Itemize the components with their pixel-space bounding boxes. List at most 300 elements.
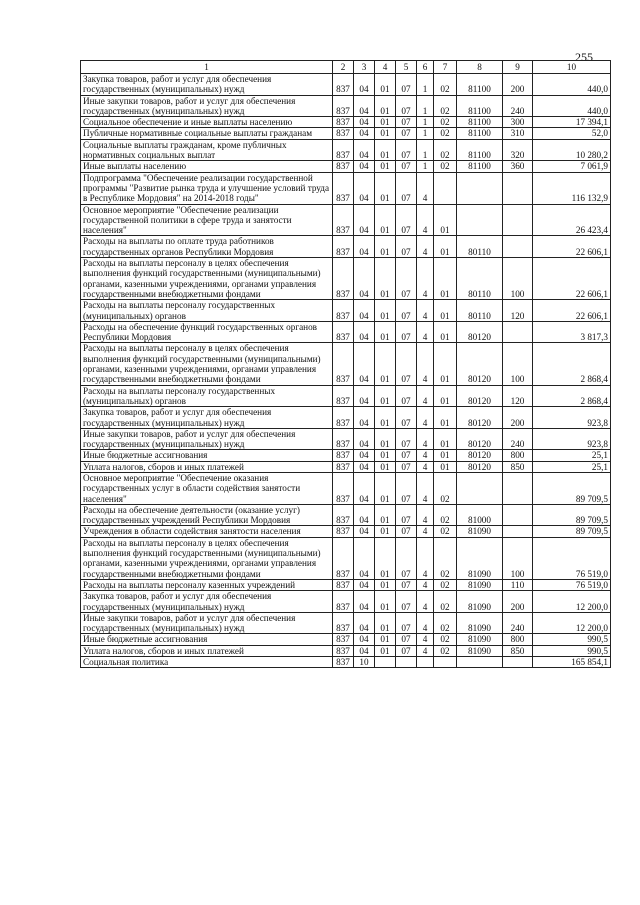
row-direction-code: 81100: [457, 95, 503, 117]
row-name: Подпрограмма "Обеспечение реализации государственной программы "Развитие рынка труда и улучшение условий труда в Республике Мордовия" на 2014-2018 годы": [81, 172, 333, 204]
row-direction-code: 81090: [457, 579, 503, 590]
table-row: [81, 579, 611, 590]
row-ministry-code: 837: [333, 634, 354, 645]
row-section: 10: [354, 657, 375, 668]
row-amount: 22 606,1: [533, 236, 611, 258]
row-subprogram: 4: [417, 428, 434, 450]
table-row: [81, 95, 611, 117]
row-direction-code: [457, 172, 503, 204]
row-amount: 89 709,5: [533, 504, 611, 526]
row-name: Уплата налогов, сборов и иных платежей: [81, 645, 333, 656]
row-amount: 25,1: [533, 461, 611, 472]
row-program: 07: [396, 385, 417, 407]
row-section: 04: [354, 128, 375, 139]
table-row: [81, 258, 611, 300]
row-program: 07: [396, 407, 417, 429]
row-subsection: 01: [375, 461, 396, 472]
row-ministry-code: 837: [333, 139, 354, 161]
table-row: [81, 300, 611, 322]
row-expense-type: 800: [503, 450, 533, 461]
row-ministry-code: 837: [333, 504, 354, 526]
row-expense-type: [503, 657, 533, 668]
row-main-event: 02: [434, 579, 457, 590]
row-program: 07: [396, 95, 417, 117]
row-subsection: 01: [375, 634, 396, 645]
row-amount: 165 854,1: [533, 657, 611, 668]
row-direction-code: [457, 204, 503, 236]
table-row: [81, 385, 611, 407]
row-main-event: 01: [434, 321, 457, 343]
row-subsection: 01: [375, 591, 396, 613]
row-program: 07: [396, 117, 417, 128]
row-program: 07: [396, 258, 417, 300]
row-amount: 10 280,2: [533, 139, 611, 161]
row-expense-type: 100: [503, 258, 533, 300]
row-main-event: 01: [434, 385, 457, 407]
row-name: Расходы на обеспечение деятельности (оказание услуг) государственных учреждений Республики Мордовия: [81, 504, 333, 526]
table-row: [81, 450, 611, 461]
row-amount: 3 817,3: [533, 321, 611, 343]
row-main-event: 01: [434, 461, 457, 472]
row-expense-type: 360: [503, 161, 533, 172]
table-row: [81, 461, 611, 472]
row-ministry-code: 837: [333, 526, 354, 537]
row-subprogram: 1: [417, 95, 434, 117]
row-subprogram: 4: [417, 579, 434, 590]
row-ministry-code: 837: [333, 128, 354, 139]
row-direction-code: 81100: [457, 74, 503, 96]
row-main-event: 02: [434, 634, 457, 645]
row-program: 07: [396, 139, 417, 161]
row-direction-code: 80120: [457, 407, 503, 429]
row-subprogram: [417, 657, 434, 668]
row-expense-type: 200: [503, 74, 533, 96]
row-ministry-code: 837: [333, 472, 354, 504]
row-program: 07: [396, 204, 417, 236]
row-ministry-code: 837: [333, 645, 354, 656]
row-expense-type: 240: [503, 95, 533, 117]
row-direction-code: 81090: [457, 591, 503, 613]
table-row: [81, 537, 611, 579]
row-amount: 116 132,9: [533, 172, 611, 204]
row-program: [396, 657, 417, 668]
row-subsection: [375, 657, 396, 668]
table-row: [81, 591, 611, 613]
row-subprogram: 1: [417, 161, 434, 172]
row-ministry-code: 837: [333, 300, 354, 322]
row-ministry-code: 837: [333, 428, 354, 450]
row-expense-type: [503, 172, 533, 204]
row-section: 04: [354, 204, 375, 236]
row-program: 07: [396, 172, 417, 204]
row-program: 07: [396, 74, 417, 96]
row-name: Иные бюджетные ассигнования: [81, 450, 333, 461]
row-name: Расходы на выплаты персоналу государственных (муниципальных) органов: [81, 385, 333, 407]
row-main-event: 01: [434, 236, 457, 258]
row-main-event: 02: [434, 645, 457, 656]
row-main-event: 01: [434, 204, 457, 236]
row-direction-code: 80120: [457, 321, 503, 343]
row-amount: 2 868,4: [533, 343, 611, 385]
row-subsection: 01: [375, 258, 396, 300]
row-subprogram: 1: [417, 139, 434, 161]
row-program: 07: [396, 504, 417, 526]
row-expense-type: 310: [503, 128, 533, 139]
row-expense-type: [503, 504, 533, 526]
row-name: Закупка товаров, работ и услуг для обеспечения государственных (муниципальных) нужд: [81, 591, 333, 613]
row-expense-type: 120: [503, 300, 533, 322]
column-header-7: 7: [434, 61, 457, 74]
row-program: 07: [396, 591, 417, 613]
row-main-event: 01: [434, 258, 457, 300]
row-program: 07: [396, 461, 417, 472]
row-name: Уплата налогов, сборов и иных платежей: [81, 461, 333, 472]
row-subsection: 01: [375, 612, 396, 634]
row-subsection: 01: [375, 385, 396, 407]
row-program: 07: [396, 343, 417, 385]
row-subprogram: 1: [417, 117, 434, 128]
row-subprogram: 4: [417, 472, 434, 504]
row-section: 04: [354, 645, 375, 656]
table-row: [81, 128, 611, 139]
row-section: 04: [354, 117, 375, 128]
row-main-event: 02: [434, 591, 457, 613]
row-section: 04: [354, 343, 375, 385]
row-ministry-code: 837: [333, 74, 354, 96]
row-subsection: 01: [375, 95, 396, 117]
row-direction-code: 80120: [457, 428, 503, 450]
row-amount: 76 519,0: [533, 579, 611, 590]
row-amount: 17 394,1: [533, 117, 611, 128]
table-row: [81, 139, 611, 161]
row-section: 04: [354, 472, 375, 504]
row-program: 07: [396, 300, 417, 322]
row-direction-code: 81100: [457, 161, 503, 172]
row-section: 04: [354, 139, 375, 161]
row-subsection: 01: [375, 472, 396, 504]
row-name: Иные закупки товаров, работ и услуг для обеспечения государственных (муниципальных) нужд: [81, 612, 333, 634]
row-main-event: 02: [434, 472, 457, 504]
row-name: Социальные выплаты гражданам, кроме публичных нормативных социальных выплат: [81, 139, 333, 161]
row-direction-code: 81090: [457, 526, 503, 537]
table-row: [81, 645, 611, 656]
row-subprogram: 4: [417, 645, 434, 656]
row-name: Закупка товаров, работ и услуг для обеспечения государственных (муниципальных) нужд: [81, 407, 333, 429]
row-ministry-code: 837: [333, 172, 354, 204]
row-direction-code: 81090: [457, 634, 503, 645]
row-expense-type: 320: [503, 139, 533, 161]
row-main-event: 02: [434, 526, 457, 537]
row-program: 07: [396, 526, 417, 537]
row-subprogram: 4: [417, 461, 434, 472]
row-ministry-code: 837: [333, 258, 354, 300]
column-header-4: 4: [375, 61, 396, 74]
row-section: 04: [354, 634, 375, 645]
row-section: 04: [354, 579, 375, 590]
row-amount: 12 200,0: [533, 591, 611, 613]
row-amount: 990,5: [533, 634, 611, 645]
row-direction-code: 80110: [457, 300, 503, 322]
row-main-event: [434, 172, 457, 204]
column-header-8: 8: [457, 61, 503, 74]
row-ministry-code: 837: [333, 579, 354, 590]
row-main-event: 02: [434, 161, 457, 172]
row-direction-code: 81100: [457, 117, 503, 128]
row-main-event: 02: [434, 117, 457, 128]
row-subsection: 01: [375, 428, 396, 450]
row-subprogram: 4: [417, 634, 434, 645]
row-direction-code: 80120: [457, 385, 503, 407]
row-name: Основное мероприятие "Обеспечение реализации государственной политики в сфере труда и занятости населения": [81, 204, 333, 236]
row-name: Иные закупки товаров, работ и услуг для обеспечения государственных (муниципальных) нужд: [81, 428, 333, 450]
row-expense-type: 100: [503, 537, 533, 579]
row-subsection: 01: [375, 321, 396, 343]
row-subsection: 01: [375, 161, 396, 172]
row-section: 04: [354, 321, 375, 343]
table-row: [81, 472, 611, 504]
row-direction-code: 80110: [457, 258, 503, 300]
row-subsection: 01: [375, 139, 396, 161]
table-row: [81, 161, 611, 172]
row-ministry-code: 837: [333, 591, 354, 613]
row-ministry-code: 837: [333, 95, 354, 117]
row-subprogram: 4: [417, 407, 434, 429]
table-row: [81, 612, 611, 634]
row-direction-code: 81000: [457, 504, 503, 526]
row-name: Публичные нормативные социальные выплаты гражданам: [81, 128, 333, 139]
row-expense-type: [503, 321, 533, 343]
table-row: [81, 236, 611, 258]
row-direction-code: [457, 657, 503, 668]
row-expense-type: 300: [503, 117, 533, 128]
row-main-event: 01: [434, 300, 457, 322]
row-program: 07: [396, 450, 417, 461]
row-ministry-code: 837: [333, 385, 354, 407]
row-amount: 990,5: [533, 645, 611, 656]
table-row: [81, 74, 611, 96]
row-subsection: 01: [375, 537, 396, 579]
row-section: 04: [354, 428, 375, 450]
row-direction-code: [457, 472, 503, 504]
row-amount: 923,8: [533, 428, 611, 450]
row-amount: 89 709,5: [533, 472, 611, 504]
row-subsection: 01: [375, 450, 396, 461]
row-program: 07: [396, 645, 417, 656]
column-header-2: 2: [333, 61, 354, 74]
row-subsection: 01: [375, 300, 396, 322]
table-row: [81, 321, 611, 343]
row-main-event: 02: [434, 128, 457, 139]
row-section: 04: [354, 461, 375, 472]
row-main-event: 01: [434, 343, 457, 385]
row-amount: 2 868,4: [533, 385, 611, 407]
row-section: 04: [354, 300, 375, 322]
row-subsection: 01: [375, 128, 396, 139]
row-expense-type: [503, 204, 533, 236]
row-expense-type: [503, 236, 533, 258]
row-section: 04: [354, 504, 375, 526]
row-expense-type: [503, 526, 533, 537]
row-subprogram: 4: [417, 236, 434, 258]
row-expense-type: 100: [503, 343, 533, 385]
row-main-event: 02: [434, 504, 457, 526]
table-row: [81, 407, 611, 429]
row-amount: 22 606,1: [533, 258, 611, 300]
row-section: 04: [354, 95, 375, 117]
row-name: Основное мероприятие "Обеспечение оказания государственных услуг в области содействия занятости населения": [81, 472, 333, 504]
row-subsection: 01: [375, 343, 396, 385]
row-expense-type: 240: [503, 428, 533, 450]
row-direction-code: 80110: [457, 236, 503, 258]
row-subprogram: 4: [417, 591, 434, 613]
row-amount: 52,0: [533, 128, 611, 139]
row-subprogram: 4: [417, 612, 434, 634]
row-amount: 76 519,0: [533, 537, 611, 579]
row-section: 04: [354, 385, 375, 407]
table-row: [81, 117, 611, 128]
row-program: 07: [396, 472, 417, 504]
row-name: Расходы на выплаты персоналу казенных учреждений: [81, 579, 333, 590]
row-program: 07: [396, 537, 417, 579]
table-row: [81, 526, 611, 537]
row-section: 04: [354, 172, 375, 204]
row-subprogram: 4: [417, 258, 434, 300]
row-ministry-code: 837: [333, 407, 354, 429]
row-subsection: 01: [375, 204, 396, 236]
row-name: Иные закупки товаров, работ и услуг для обеспечения государственных (муниципальных) нужд: [81, 95, 333, 117]
row-direction-code: 81090: [457, 612, 503, 634]
row-main-event: 02: [434, 612, 457, 634]
row-main-event: 01: [434, 450, 457, 461]
row-subsection: 01: [375, 526, 396, 537]
row-amount: 26 423,4: [533, 204, 611, 236]
row-ministry-code: 837: [333, 236, 354, 258]
row-ministry-code: 837: [333, 612, 354, 634]
row-direction-code: 80120: [457, 461, 503, 472]
row-ministry-code: 837: [333, 461, 354, 472]
row-program: 07: [396, 161, 417, 172]
row-ministry-code: 837: [333, 117, 354, 128]
row-subsection: 01: [375, 579, 396, 590]
row-name: Расходы на обеспечение функций государственных органов Республики Мордовия: [81, 321, 333, 343]
row-subprogram: 1: [417, 128, 434, 139]
row-main-event: 02: [434, 74, 457, 96]
row-section: 04: [354, 612, 375, 634]
row-name: Расходы на выплаты персоналу в целях обеспечения выполнения функций государственными (муниципальными) органами, казенными учреждениями, органами управления государственными внебюджетными фондами: [81, 258, 333, 300]
row-amount: 7 061,9: [533, 161, 611, 172]
row-section: 04: [354, 537, 375, 579]
row-section: 04: [354, 526, 375, 537]
row-subprogram: 4: [417, 385, 434, 407]
row-subprogram: 4: [417, 321, 434, 343]
row-direction-code: 80120: [457, 343, 503, 385]
row-subsection: 01: [375, 407, 396, 429]
row-section: 04: [354, 161, 375, 172]
row-program: 07: [396, 634, 417, 645]
row-main-event: 02: [434, 139, 457, 161]
row-direction-code: 81090: [457, 645, 503, 656]
row-subprogram: 4: [417, 300, 434, 322]
row-subprogram: 4: [417, 204, 434, 236]
row-expense-type: 240: [503, 612, 533, 634]
row-expense-type: 850: [503, 461, 533, 472]
row-main-event: [434, 657, 457, 668]
row-direction-code: 80120: [457, 450, 503, 461]
column-header-9: 9: [503, 61, 533, 74]
table-row: [81, 428, 611, 450]
row-name: Расходы на выплаты персоналу государственных (муниципальных) органов: [81, 300, 333, 322]
row-ministry-code: 837: [333, 657, 354, 668]
row-name: Иные выплаты населению: [81, 161, 333, 172]
row-main-event: 01: [434, 407, 457, 429]
table-row: [81, 343, 611, 385]
row-subprogram: 4: [417, 526, 434, 537]
table-header-row: [81, 61, 611, 74]
row-name: Иные бюджетные ассигнования: [81, 634, 333, 645]
row-program: 07: [396, 612, 417, 634]
row-program: 07: [396, 128, 417, 139]
column-header-3: 3: [354, 61, 375, 74]
table-row: [81, 504, 611, 526]
row-ministry-code: 837: [333, 450, 354, 461]
row-subprogram: 4: [417, 504, 434, 526]
row-subprogram: 4: [417, 537, 434, 579]
row-name: Расходы на выплаты персоналу в целях обеспечения выполнения функций государственными (муниципальными) органами, казенными учреждениями, органами управления государственными внебюджетными фондами: [81, 537, 333, 579]
row-program: 07: [396, 321, 417, 343]
row-subprogram: 4: [417, 172, 434, 204]
row-amount: 440,0: [533, 74, 611, 96]
row-direction-code: 81090: [457, 537, 503, 579]
column-header-5: 5: [396, 61, 417, 74]
row-program: 07: [396, 236, 417, 258]
row-amount: 923,8: [533, 407, 611, 429]
row-direction-code: 81100: [457, 139, 503, 161]
row-ministry-code: 837: [333, 343, 354, 385]
row-section: 04: [354, 236, 375, 258]
row-name: Закупка товаров, работ и услуг для обеспечения государственных (муниципальных) нужд: [81, 74, 333, 96]
row-amount: 12 200,0: [533, 612, 611, 634]
row-section: 04: [354, 407, 375, 429]
table-row: [81, 204, 611, 236]
page-number: 255: [575, 50, 593, 64]
row-amount: 440,0: [533, 95, 611, 117]
row-program: 07: [396, 579, 417, 590]
row-name: Учреждения в области содействия занятости населения: [81, 526, 333, 537]
row-ministry-code: 837: [333, 321, 354, 343]
row-subsection: 01: [375, 74, 396, 96]
row-subprogram: 4: [417, 343, 434, 385]
row-direction-code: 81100: [457, 128, 503, 139]
row-expense-type: 200: [503, 591, 533, 613]
column-header-1: 1: [81, 61, 333, 74]
row-subsection: 01: [375, 117, 396, 128]
row-amount: 25,1: [533, 450, 611, 461]
row-subsection: 01: [375, 504, 396, 526]
row-ministry-code: 837: [333, 204, 354, 236]
row-section: 04: [354, 591, 375, 613]
row-subsection: 01: [375, 645, 396, 656]
row-expense-type: 200: [503, 407, 533, 429]
row-main-event: 02: [434, 537, 457, 579]
row-section: 04: [354, 450, 375, 461]
row-name: Социальное обеспечение и иные выплаты населению: [81, 117, 333, 128]
table-row: [81, 172, 611, 204]
row-expense-type: 850: [503, 645, 533, 656]
row-name: Расходы на выплаты персоналу в целях обеспечения выполнения функций государственными (муниципальными) органами, казенными учреждениями, органами управления государственными внебюджетными фондами: [81, 343, 333, 385]
row-expense-type: 800: [503, 634, 533, 645]
column-header-6: 6: [417, 61, 434, 74]
row-main-event: 02: [434, 95, 457, 117]
